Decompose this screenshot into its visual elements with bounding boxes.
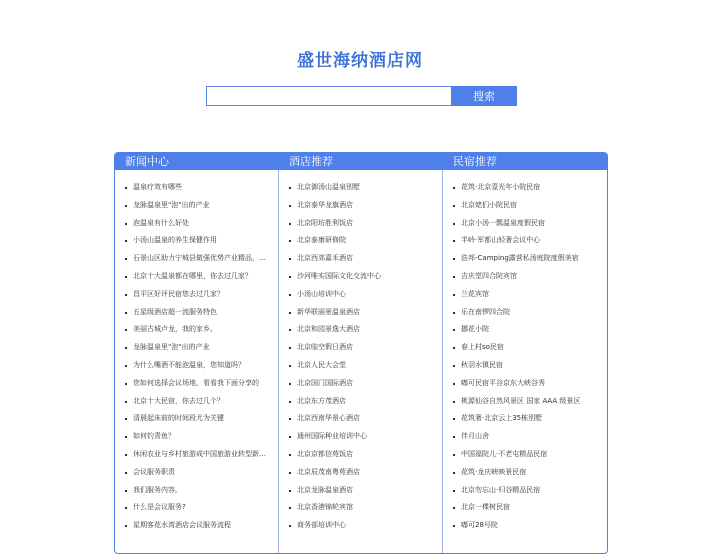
hotels-column <box>279 170 443 553</box>
list-item-link[interactable]: 北京泰康研修院 <box>289 232 434 250</box>
list-item-link[interactable]: 北京京都信苑饭店 <box>289 446 434 464</box>
list-item-link[interactable]: 沙河唯实国际文化交流中心 <box>289 268 434 286</box>
list-item-link[interactable]: 北京临空假日酒店 <box>289 339 434 357</box>
site-title: 盛世海纳酒店网 <box>297 51 423 71</box>
list-item-link[interactable]: 北京勿忘山·归谷精品民宿 <box>453 482 599 500</box>
list-item-link[interactable]: 北京一棵树民宿 <box>453 499 599 517</box>
list-item-link[interactable]: 挪花小院 <box>453 321 599 339</box>
list-item-link[interactable]: 您如何选择会议场地，看看我下面分享的 <box>125 375 270 393</box>
list-item-link[interactable]: 北京和园景逸大酒店 <box>289 321 434 339</box>
list-item-link[interactable]: 美丽古城卢龙，我的家乡。 <box>125 321 270 339</box>
list-item-link[interactable]: 半岭·军都山轻奢会议中心 <box>453 232 599 250</box>
list-item-link[interactable]: 休闲农业与乡村旅游成中国旅游业转型新… <box>125 446 270 464</box>
list-item-link[interactable]: 北京香港锦轮宾馆 <box>289 499 434 517</box>
list-item-link[interactable]: 石景山区助力宁城县做强优势产业精品，… <box>125 250 270 268</box>
list-item-link[interactable]: 小汤山培训中心 <box>289 286 434 304</box>
list-item-link[interactable]: 为什么嘴酒不能泡温泉，您知道吗？ <box>125 357 270 375</box>
list-item-link[interactable]: 会议服务职责 <box>125 464 270 482</box>
search-bar <box>206 86 517 106</box>
list-item-link[interactable]: 吉庆堂四合院宾馆 <box>453 268 599 286</box>
news-list <box>115 170 278 535</box>
column-title-homestays[interactable]: 民宿推荐 <box>453 155 497 168</box>
search-button[interactable]: 搜索 <box>451 86 517 106</box>
list-item-link[interactable]: 北京西郊嘉禾酒店 <box>289 250 434 268</box>
list-item-link[interactable]: 五星级酒店超一流服务特色 <box>125 304 270 322</box>
list-item-link[interactable]: 乐在南锣四合院 <box>453 304 599 322</box>
homestay-list <box>443 170 607 535</box>
list-item-link[interactable]: 兰花宾馆 <box>453 286 599 304</box>
content-panel <box>114 152 608 554</box>
list-item-link[interactable]: 北京御汤山温泉别墅 <box>289 179 434 197</box>
list-item-link[interactable]: 北京泰华龙旗酒店 <box>289 197 434 215</box>
search-input[interactable] <box>206 86 451 106</box>
panel-body <box>115 170 607 553</box>
list-item-link[interactable]: 星期客花水湾酒店会议服务流程 <box>125 517 270 535</box>
list-item-link[interactable]: 泡温泉有什么好处 <box>125 215 270 233</box>
list-item-link[interactable]: 什么是会议服务? <box>125 499 270 517</box>
list-item-link[interactable]: 龙脉温泉里"泡"出的产业 <box>125 339 270 357</box>
list-item-link[interactable]: 北京十大民宿，你去过几个？ <box>125 393 270 411</box>
hotel-list <box>279 170 442 535</box>
list-item-link[interactable]: 北京阳坊胜利饭店 <box>289 215 434 233</box>
list-item-link[interactable]: 商务部培训中心 <box>289 517 434 535</box>
list-item-link[interactable]: 北京国门国际酒店 <box>289 375 434 393</box>
column-title-news[interactable]: 新闻中心 <box>125 155 169 168</box>
list-item-link[interactable]: 北京辰茂南粤苑酒店 <box>289 464 434 482</box>
list-item-link[interactable]: 花筑·龙庆峡映景民宿 <box>453 464 599 482</box>
list-item-link[interactable]: 昌平区好评民宿您去过几家？ <box>125 286 270 304</box>
list-item-link[interactable]: 浩邦-Camping露营私汤庭院度假美宿 <box>453 250 599 268</box>
list-item-link[interactable]: 北京小汤一瓢温泉度假民宿 <box>453 215 599 233</box>
list-item-link[interactable]: 花筑·北京壹光年小院民宿 <box>453 179 599 197</box>
list-item-link[interactable]: 温泉疗效有哪些 <box>125 179 270 197</box>
list-item-link[interactable]: 北京人民大会堂 <box>289 357 434 375</box>
list-item-link[interactable]: 嘟可28号院 <box>453 517 599 535</box>
list-item-link[interactable]: 龙脉温泉里"泡"出的产业 <box>125 197 270 215</box>
panel-header <box>115 153 607 170</box>
list-item-link[interactable]: 嘟可民宿平谷京东大峡谷秀 <box>453 375 599 393</box>
list-item-link[interactable]: 北京姥们小院民宿 <box>453 197 599 215</box>
list-item-link[interactable]: 伴月山舍 <box>453 428 599 446</box>
list-item-link[interactable]: 清晨起床前的时间段尤为关键 <box>125 410 270 428</box>
list-item-link[interactable]: 小汤山温泉的养生保健作用 <box>125 232 270 250</box>
homestays-column <box>443 170 607 553</box>
list-item-link[interactable]: 我们服务内容。 <box>125 482 270 500</box>
list-item-link[interactable]: 北京龙脉温泉酒店 <box>289 482 434 500</box>
list-item-link[interactable]: 通州国际种业培训中心 <box>289 428 434 446</box>
list-item-link[interactable]: 北京西南华景心酒店 <box>289 410 434 428</box>
news-column <box>115 170 279 553</box>
list-item-link[interactable]: 桃源仙谷自然风景区 国家 AAA 级景区 <box>453 393 599 411</box>
list-item-link[interactable]: 北京东方茂酒店 <box>289 393 434 411</box>
list-item-link[interactable]: 春上村so民宿 <box>453 339 599 357</box>
column-title-hotels[interactable]: 酒店推荐 <box>289 155 333 168</box>
list-item-link[interactable]: 新华联丽景温泉酒店 <box>289 304 434 322</box>
list-item-link[interactable]: 秋羽水镇民宿 <box>453 357 599 375</box>
list-item-link[interactable]: 中国福院儿·不老屯精品民宿 <box>453 446 599 464</box>
list-item-link[interactable]: 北京十大温泉都在哪里，你去过几家？ <box>125 268 270 286</box>
list-item-link[interactable]: 如何钓青鱼？ <box>125 428 270 446</box>
list-item-link[interactable]: 花筑奢·北京云上35栋别墅 <box>453 410 599 428</box>
